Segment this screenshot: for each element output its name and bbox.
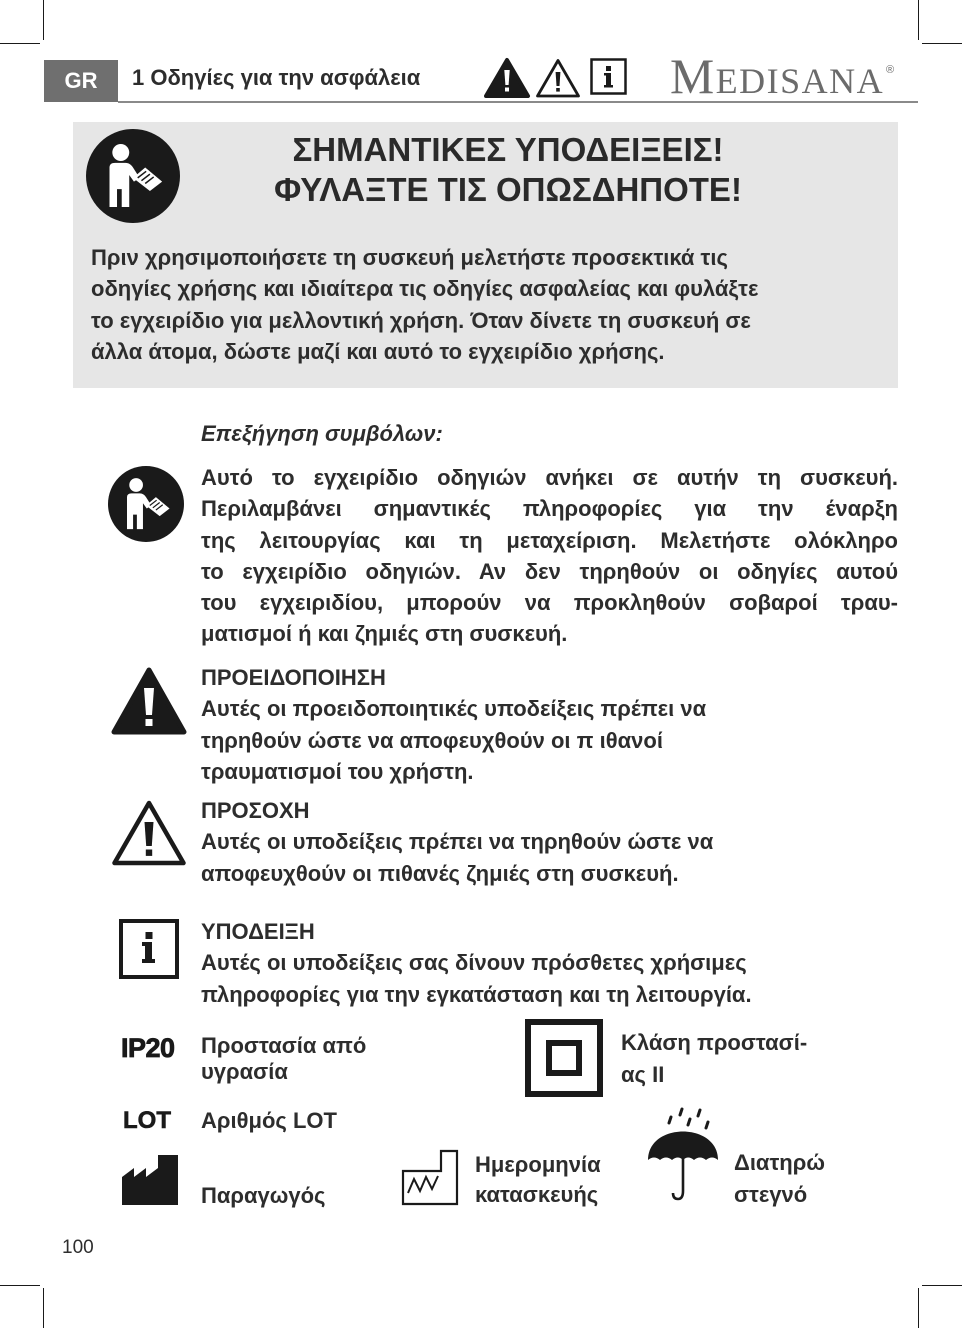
manufacturer-description: Παραγωγός bbox=[201, 1183, 326, 1208]
notice-title-line: ΣΗΜΑΝΤΙΚΕΣ ΥΠΟΔΕΙΞΕΙΣ! bbox=[292, 131, 724, 168]
class-ii-description-line: ας II bbox=[621, 1062, 665, 1087]
ip20-description bbox=[201, 1033, 366, 1085]
lot-description: Αριθμός LOT bbox=[201, 1108, 337, 1133]
manufacturer-icon bbox=[121, 1154, 179, 1206]
ip20-symbol: IP20 bbox=[121, 1033, 175, 1063]
warning-description bbox=[201, 662, 898, 787]
read-manual-icon bbox=[108, 466, 184, 542]
notice-body-line: οδηγίες χρήσης και ιδιαίτερα τις οδηγίες ασφαλείας και φυλάξτε bbox=[91, 276, 759, 302]
brand-logo: MEDISANA bbox=[670, 49, 885, 104]
info-icon bbox=[119, 919, 179, 979]
info-icon bbox=[590, 58, 627, 95]
warning-description-line: Αυτές οι προειδοποιητικές υποδείξεις πρέπει να bbox=[201, 696, 707, 722]
crop-mark bbox=[0, 1285, 40, 1286]
lot-symbol: LOT bbox=[123, 1107, 171, 1134]
notice-title bbox=[118, 130, 898, 210]
crop-mark bbox=[0, 43, 40, 44]
note-description-line: Αυτές οι υποδείξεις σας δίνουν πρόσθετες χρήσιμες bbox=[201, 950, 747, 976]
manufacture-date-description bbox=[475, 1150, 601, 1210]
warning-icon bbox=[483, 57, 531, 99]
class-ii-description bbox=[621, 1027, 807, 1091]
class-ii-icon bbox=[525, 1019, 603, 1097]
caution-description-line: Αυτές οι υποδείξεις πρέπει να τηρηθούν ώστε να bbox=[201, 829, 714, 855]
class-ii-description-line: Κλάση προστασί- bbox=[621, 1030, 808, 1055]
manual-description-line: του εγχειριδίου, μπορούν να προκληθούν σοβαροί τραυ- bbox=[201, 590, 898, 616]
crop-mark bbox=[918, 0, 919, 40]
notice-body-line: Πριν χρησιμοποιήσετε τη συσκευή μελετήστε προσεκτικά τις bbox=[91, 245, 728, 270]
caution-description-line: αποφευχθούν οι πιθανές ζημιές στη συσκευή. bbox=[201, 860, 679, 886]
note-description bbox=[201, 916, 898, 1010]
keep-dry-icon bbox=[645, 1103, 721, 1203]
notice-body bbox=[91, 242, 891, 367]
crop-mark bbox=[918, 1288, 919, 1328]
section-title: 1 Οδηγίες για την ασφάλεια bbox=[132, 65, 421, 90]
notice-title-line: ΦΥΛΑΞΤΕ ΤΙΣ ΟΠΩΣΔΗΠΟΤΕ! bbox=[274, 171, 742, 208]
crop-mark bbox=[922, 1285, 962, 1286]
caution-icon bbox=[535, 57, 581, 99]
notice-body-line: το εγχειρίδιο για μελλοντική χρήση. Όταν δίνετε τη συσκευή σε bbox=[91, 307, 751, 333]
keep-dry-description-line: Διατηρώ bbox=[734, 1150, 825, 1175]
ip20-description-line: υγρασία bbox=[201, 1059, 288, 1084]
warning-description-line: τραυματισμοί του χρήστη. bbox=[201, 758, 474, 784]
note-label: ΥΠΟΔΕΙΞΗ bbox=[201, 919, 315, 944]
caution-label: ΠΡΟΣΟΧΗ bbox=[201, 798, 310, 823]
caution-icon bbox=[111, 798, 187, 868]
manufacture-date-description-line: Ημερομηνία bbox=[475, 1152, 601, 1177]
manual-description-line: της λειτουργίας και τη μεταχείριση. Μελετήστε ολόκληρο bbox=[201, 527, 898, 553]
caution-description bbox=[201, 795, 898, 889]
manual-description-line: Αυτό το εγχειρίδιο οδηγιών ανήκει σε αυτήν τη συσκευή. bbox=[201, 465, 898, 490]
legend-heading: Επεξήγηση συμβόλων: bbox=[201, 421, 443, 446]
ip20-description-line: Προστασία από bbox=[201, 1033, 367, 1058]
warning-icon bbox=[111, 666, 187, 736]
crop-mark bbox=[43, 0, 44, 40]
manufacture-date-icon bbox=[401, 1149, 459, 1206]
language-tab: GR bbox=[44, 60, 118, 102]
page-number: 100 bbox=[62, 1237, 94, 1258]
manufacture-date-description-line: κατασκευής bbox=[475, 1182, 599, 1207]
note-description-line: πληροφορίες για την εγκατάσταση και τη λειτουργία. bbox=[201, 981, 752, 1007]
registered-mark: ® bbox=[886, 64, 895, 76]
keep-dry-description bbox=[734, 1147, 825, 1211]
crop-mark bbox=[922, 43, 962, 44]
keep-dry-description-line: στεγνό bbox=[734, 1182, 808, 1207]
warning-label: ΠΡΟΕΙΔΟΠΟΙΗΣΗ bbox=[201, 665, 386, 690]
manual-description-line: ματισμοί ή και ζημιές στη συσκευή. bbox=[201, 621, 568, 647]
manual-description-line: Περιλαμβάνει σημαντικές πληροφορίες για την έναρξη bbox=[201, 496, 898, 522]
manual-description bbox=[201, 462, 898, 650]
warning-description-line: τηρηθούν ώστε να αποφευχθούν οι π ιθανοί bbox=[201, 727, 663, 753]
notice-body-line: άλλα άτομα, δώστε μαζί και αυτό το εγχειρίδιο χρήσης. bbox=[91, 338, 665, 364]
manual-description-line: το εγχειρίδιο οδηγιών. Αν δεν τηρηθούν οι οδηγίες αυτού bbox=[201, 558, 898, 584]
crop-mark bbox=[43, 1288, 44, 1328]
